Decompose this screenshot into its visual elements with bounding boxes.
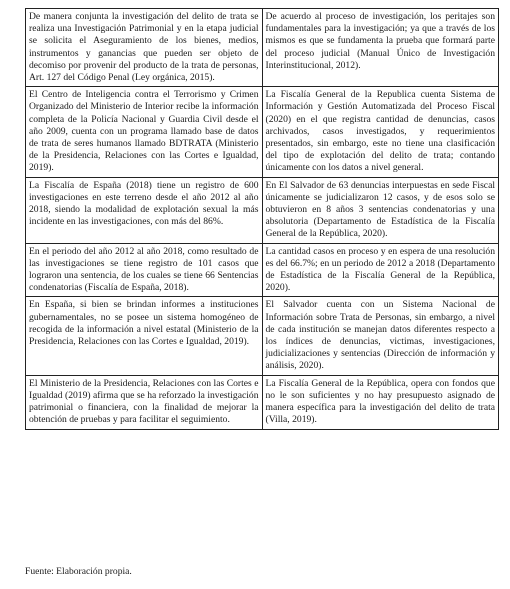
table-row <box>26 87 499 177</box>
table-row <box>26 177 499 243</box>
table-cell-left: La Fiscalía de España (2018) tiene un registro de 600 investigaciones en este terreno desde el año 2012 al año 2018, siendo la modalidad de explotación sexual la más incidente en las investigaciones, con más del 86%. <box>26 177 263 243</box>
table-row <box>26 9 499 87</box>
table-cell-left: El Centro de Inteligencia contra el Terrorismo y Crimen Organizado del Ministerio de Interior recibe la información completa de la Policía Nacional y Guardia Civil desde el año 2009, cuenta con un programa llamado base de datos de trata de seres humanos llamado BDTRATA (Ministerio de la Presidencia, Relaciones con las Cortes e Igualdad, 2019). <box>26 87 263 177</box>
table-row <box>26 243 499 297</box>
table-cell-right: La Fiscalía General de la Republica cuenta Sistema de Información y Gestión Automatizada del Proceso Fiscal (2020) en el que registra cantidad de denuncias, casos archivados, casos investigados, y requerimientos presentados, sin embargo, este no tiene una clasificación del tipo de explotación del delito de trata; contando únicamente con los datos a nivel general. <box>262 87 499 177</box>
table-cell-left: En el periodo del año 2012 al año 2018, como resultado de las investigaciones se tiene registro de 101 casos que lograron una sentencia, de los cuales se tiene 66 Sentencias condenatorias (Fiscalía de España, 2018). <box>26 243 263 297</box>
table-cell-left: De manera conjunta la investigación del delito de trata se realiza una Investigación Patrimonial y en la etapa judicial se solicita el Aseguramiento de los bienes, medios, instrumentos y ganancias que pueden ser objeto de decomiso por provenir del producto de la trata de personas, Art. 127 del Código Penal (Ley orgánica, 2015). <box>26 9 263 87</box>
table-cell-right: En El Salvador de 63 denuncias interpuestas en sede Fiscal únicamente se judicializaron 12 casos, y de esos solo se obtuvieron en 8 años 3 sentencias condenatorias y una absolutoria (Departamento de Estadística de la Fiscalía General de la República, 2020). <box>262 177 499 243</box>
table-source-note: Fuente: Elaboración propia. <box>25 566 132 577</box>
table-row <box>26 297 499 375</box>
table-cell-right: La Fiscalía General de la República, opera con fondos que no le son suficientes y no hay presupuesto asignado de manera específica para la investigación del delito de trata (Villa, 2019). <box>262 375 499 429</box>
table-cell-right: El Salvador cuenta con un Sistema Nacional de Información sobre Trata de Personas, sin embargo, a nivel de cada institución se manejan datos diferentes respecto a los índices de denuncias, victimas, investigaciones, judicializaciones y sentencias (Dirección de información y análisis, 2020). <box>262 297 499 375</box>
comparison-table <box>25 8 499 430</box>
table-cell-left: En España, si bien se brindan informes a instituciones gubernamentales, no se posee un sistema homogéneo de recogida de la información a nivel estatal (Ministerio de la Presidencia, Relaciones con las Cortes e Igualdad, 2019). <box>26 297 263 375</box>
table-row <box>26 375 499 429</box>
table-cell-left: El Ministerio de la Presidencia, Relaciones con las Cortes e Igualdad (2019) afirma que se ha reforzado la investigación patrimonial o financiera, con la finalidad de mejorar la obtención de pruebas y para facilitar el seguimiento. <box>26 375 263 429</box>
table-cell-right: De acuerdo al proceso de investigación, los peritajes son fundamentales para la investigación; ya que a través de los mismos es que se fundamenta la prueba que formará parte del proceso judicial (Manual Único de Investigación Interinstitucional, 2012). <box>262 9 499 87</box>
table-cell-right: La cantidad casos en proceso y en espera de una resolución es del 66.7%; en un periodo de 2012 a 2018 (Departamento de Estadística de la Fiscalía General de la República, 2020). <box>262 243 499 297</box>
